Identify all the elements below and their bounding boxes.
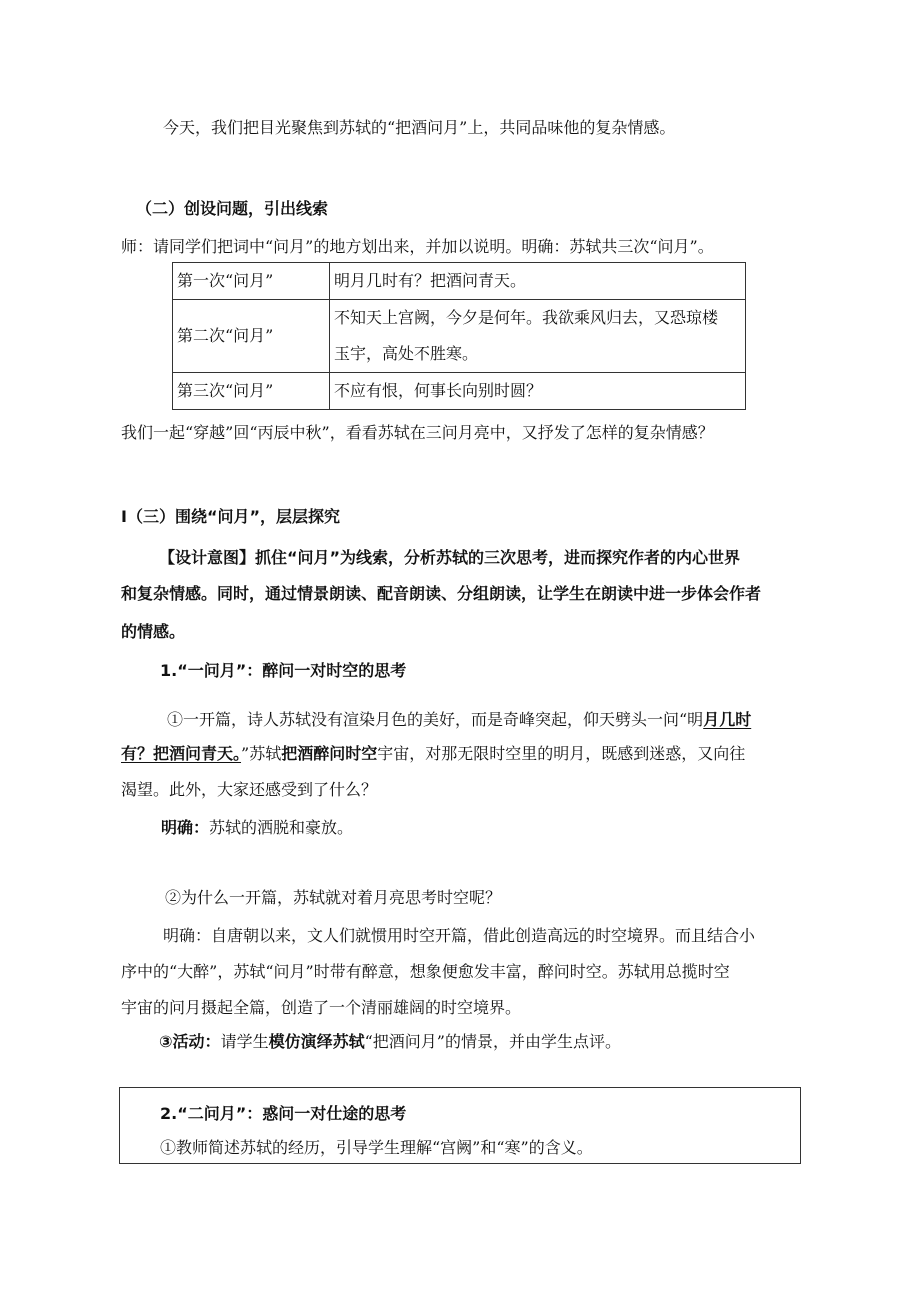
table-row: [173, 373, 746, 410]
intro-paragraph: 今天，我们把目光聚焦到苏轼的“把酒问月”上，共同品味他的复杂情感。: [163, 118, 676, 137]
table-cell-verse: 明月几时有？把酒问青天。: [330, 263, 746, 300]
text-run: 请学生: [220, 1032, 269, 1051]
table-row: [173, 300, 746, 373]
activity-label: ③活动：: [159, 1032, 221, 1051]
answer-2-line: 宇宙的问月摄起全篇，创造了一个清丽雄阔的时空境界。: [121, 998, 522, 1017]
section2-heading: （二）创设问题，引出线索: [136, 199, 329, 218]
underlined-verse: 月几时: [703, 710, 752, 729]
verse-line: 不知天上宫阙，今夕是何年。我欲乘风归去，又恐琼楼: [334, 308, 719, 327]
answer-label: 明确：: [161, 818, 210, 837]
text-run: 宇宙，对那无限时空里的明月，既感到迷惑，又向往: [377, 744, 746, 763]
table-cell-verse: [330, 300, 746, 373]
answer-text: 苏轼的洒脱和豪放。: [209, 818, 354, 837]
followup-paragraph: 我们一起“穿越”回“丙辰中秋”，看看苏轼在三问月亮中，又抒发了怎样的复杂情感？: [121, 423, 714, 442]
item1-title: 1.“一问月”：醉问一对时空的思考: [160, 661, 407, 680]
item2-paragraph: ①教师简述苏轼的经历，引导学生理解“宫阙”和“寒”的含义。: [160, 1138, 593, 1157]
bold-phrase: 模仿演绎苏轼: [268, 1032, 365, 1051]
item2-title: 2.“二问月”：惑问一对仕途的思考: [160, 1104, 407, 1123]
wen-yue-table: [172, 262, 746, 410]
paragraph-1-line: [167, 709, 751, 731]
table-cell-label: 第三次“问月”: [173, 373, 330, 410]
bold-phrase: 把酒醉问时空: [281, 744, 378, 763]
teacher-question: 师：请同学们把词中“问月”的地方划出来，并加以说明。明确：苏轼共三次“问月”。: [121, 237, 714, 256]
answer-2-line: 序中的“大醉”，苏轼“问月”时带有醉意，想象便愈发丰富，醉问时空。苏轼用总揽时空: [121, 962, 730, 981]
table-cell-verse: 不应有恨，何事长向别时圆？: [330, 373, 746, 410]
design-intent-line: 的情感。: [121, 622, 186, 641]
text-run: ”苏轼: [241, 744, 282, 763]
question-2: ②为什么一开篇，苏轼就对着月亮思考时空呢？: [165, 888, 502, 907]
answer-2-line: 明确：自唐朝以来，文人们就惯用时空开篇，借此创造高远的时空境界。而且结合小: [163, 926, 756, 945]
paragraph-1-line: 渴望。此外，大家还感受到了什么？: [121, 780, 378, 799]
design-intent-line: 和复杂情感。同时，通过情景朗读、配音朗读、分组朗读，让学生在朗读中进一步体会作者: [121, 584, 762, 603]
underlined-verse: 有？把酒问青天。: [121, 744, 242, 763]
answer-1: [161, 817, 353, 839]
activity-line: [159, 1031, 621, 1053]
design-intent-line: 【设计意图】抓住“问月”为线索，分析苏轼的三次思考，进而探究作者的内心世界: [159, 548, 741, 567]
verse-line: 玉宇，高处不胜寒。: [334, 344, 479, 363]
table-cell-label: 第二次“问月”: [173, 300, 330, 373]
table-cell-label: 第一次“问月”: [173, 263, 330, 300]
table-row: [173, 263, 746, 300]
section3-heading: I（三）围绕“问月”，层层探究: [121, 507, 340, 526]
text-run: “把酒问月”的情景，并由学生点评。: [364, 1032, 621, 1051]
paragraph-1-line: [121, 743, 745, 765]
text-run: ①一开篇，诗人苏轼没有渲染月色的美好，而是奇峰突起，仰天劈头一问“明: [167, 710, 704, 729]
